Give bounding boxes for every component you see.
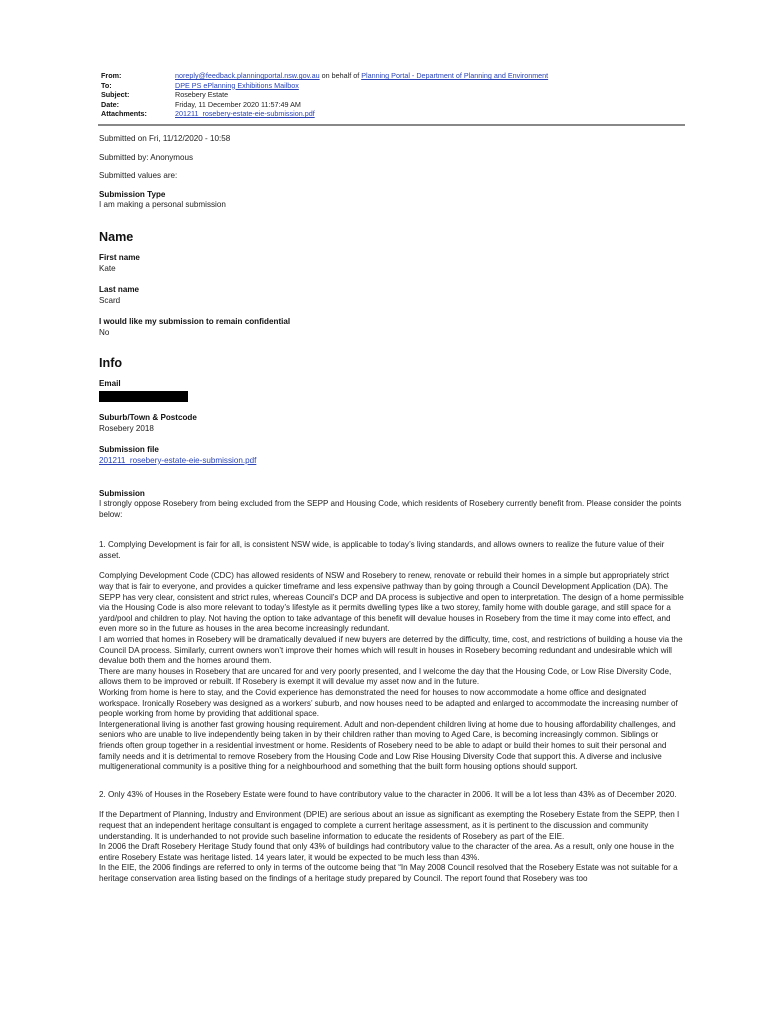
date-row [101, 100, 686, 110]
paragraph-heritage-consultant: If the Department of Planning, Industry and Environment (DPIE) are serious about an issue as significant as exempting the Rosebery Estate from the SEPP, then I request that an independent heritage consultant is engaged to complete a current heritage assessment, as it is pertinent to the discussion and community understanding. It is underhanded to not provide such baseline information to educate the residents of Rosebery as part of the EIE. [99, 810, 680, 841]
submission-type-label: Submission Type [99, 189, 166, 199]
submission-label: Submission [99, 488, 145, 498]
paragraph-intergenerational: Intergenerational living is another fast growing housing requirement. Adult and non-dependent children living at home due to housing affordability challenges, and seniors who are unable to live independently being taken in by their children rather than moving to Aged Care, is becoming increasingly common. Siblings or friends often group together in a residential investment or home. Residents of Rosebery need to be able to adapt or build their homes to suit their personal and family needs and it is detrimental to remove Rosebery from the Housing Code and Low Rise Housing Diversity Code that support this. A diverse and inclusive multigenerational community is a positive thing for a neighbourhood and something that the built form housing options should support. [99, 719, 676, 772]
subject-value: Rosebery Estate [175, 90, 229, 100]
paragraph-eie: In the EIE, the 2006 findings are referred to only in terms of the outcome being that “In May 2008 Council resolved that the Rosebery Estate was not suitable for a heritage conservation area listing based on the findings of a heritage study prepared by Council. The report found that Rosebery was too [99, 863, 678, 883]
from-middle-text: on behalf of [319, 71, 362, 80]
email-label: Email [99, 378, 121, 388]
last-name-label: Last name [99, 285, 140, 295]
attachments-row [101, 109, 686, 119]
paragraph-2006-study: In 2006 the Draft Rosebery Heritage Study found that only 43% of buildings had contributory value to the character of the area. As a result, only one house in the entire Rosebery Estate was heritage listed. 14 years later, it would be expected to be much less than 43%. [99, 842, 675, 862]
subject-label: Subject: [101, 90, 130, 100]
redacted-email [99, 391, 188, 402]
first-name-value: Kate [99, 263, 116, 273]
submission-file-link[interactable]: 201211_rosebery-estate-eie-submission.pdf [99, 455, 257, 465]
paragraph-devalued: I am worried that homes in Rosebery will be dramatically devalued if new buyers are deterred by the difficulty, time, cost, and restrictions of building a house via the Council DA process. Similarly, current owners won’t improve their homes which will result in houses in Rosebery becoming redundant and undesirable which will devalue both them and the homes around them. [99, 635, 683, 666]
from-label: From: [101, 71, 122, 80]
paragraph-uncared: There are many houses in Rosebery that are uncared for and very poorly presented, and I welcome the day that the Housing Code, or Low Rise Diversity Code, allows them to be improved or rebuilt. If Rosebery is exempt it will devalue my asset now and in the future. [99, 666, 672, 687]
submission-file-label: Submission file [99, 445, 159, 455]
submission-intro: I strongly oppose Rosebery from being excluded from the SEPP and Housing Code, which residents of Rosebery currently benefit from. Please consider the points below: [99, 499, 682, 519]
suburb-label: Suburb/Town & Postcode [99, 413, 197, 423]
confidential-label: I would like my submission to remain confidential [99, 317, 291, 327]
point-1-heading: 1. Complying Development is fair for all, is consistent NSW wide, is applicable to today’s living standards, and allows owners to realize the future value of their asset. [99, 540, 665, 560]
last-name-value: Scard [99, 295, 121, 305]
submitted-on: Submitted on Fri, 11/12/2020 - 10:58 [99, 134, 231, 143]
point-2-heading: 2. Only 43% of Houses in the Rosebery Estate were found to have contributory value to the character in 2006. It will be a lot less than 43% as of December 2020. [99, 789, 677, 799]
from-value [175, 71, 686, 81]
attachment-link[interactable]: 201211_rosebery-estate-eie-submission.pdf [175, 109, 315, 119]
paragraph-cdc: Complying Development Code (CDC) has allowed residents of NSW and Rosebery to renew, renovate or rebuild their homes in a simple but appropriately strict way that is fair to everyone, and provides a quicker timeframe and less expensive pathway than by going through a Council Development Application (DA). The SEPP has very clear, consistent and strict rules, whereas Council’s DCP and DA process is subjective and open to interpretation. The design of a home permissible via the Housing Code is also more relevant to today’s lifestyle as it permits dwelling types like a two storey, family home with double garage, and still space for a yard/pool and children to play. Not having the option to take advantage of this benefit will devalue houses in Rosebery from the time it may come into effect, and even more so in the future as houses in the area become increasingly redundant. [99, 571, 684, 634]
name-heading: Name [99, 229, 134, 244]
submitted-values: Submitted values are: [99, 171, 178, 181]
email-header [101, 71, 686, 119]
to-value-link[interactable]: DPE PS ePlanning Exhibitions Mailbox [175, 80, 299, 90]
confidential-value: No [99, 327, 110, 337]
date-label: Date: [101, 99, 119, 109]
submitted-by: Submitted by: Anonymous [99, 152, 194, 162]
paragraph-working-from-home: Working from home is here to stay, and the Covid experience has demonstrated the need for houses to now accommodate a home office and designated workspace. Ironically Rosebery was designed as a workers’ suburb, and now houses need to be adapted and enlarged to accommodate the increasing number of people working from home by providing that additional space. [99, 688, 678, 719]
header-divider [98, 124, 685, 126]
date-value: Friday, 11 December 2020 11:57:49 AM [175, 99, 301, 109]
info-heading: Info [99, 355, 123, 370]
to-row [101, 81, 686, 91]
from-email-link[interactable]: noreply@feedback.planningportal.nsw.gov.au [175, 71, 320, 80]
first-name-label: First name [99, 252, 140, 262]
to-label: To: [101, 80, 112, 90]
submission-type-value: I am making a personal submission [99, 200, 226, 210]
attachments-label: Attachments: [101, 109, 147, 119]
email-body [99, 134, 684, 885]
subject-row [101, 90, 686, 100]
from-row [101, 71, 686, 81]
from-org-link[interactable]: Planning Portal - Department of Planning and Environment [361, 71, 549, 80]
suburb-value: Rosebery 2018 [99, 423, 154, 433]
